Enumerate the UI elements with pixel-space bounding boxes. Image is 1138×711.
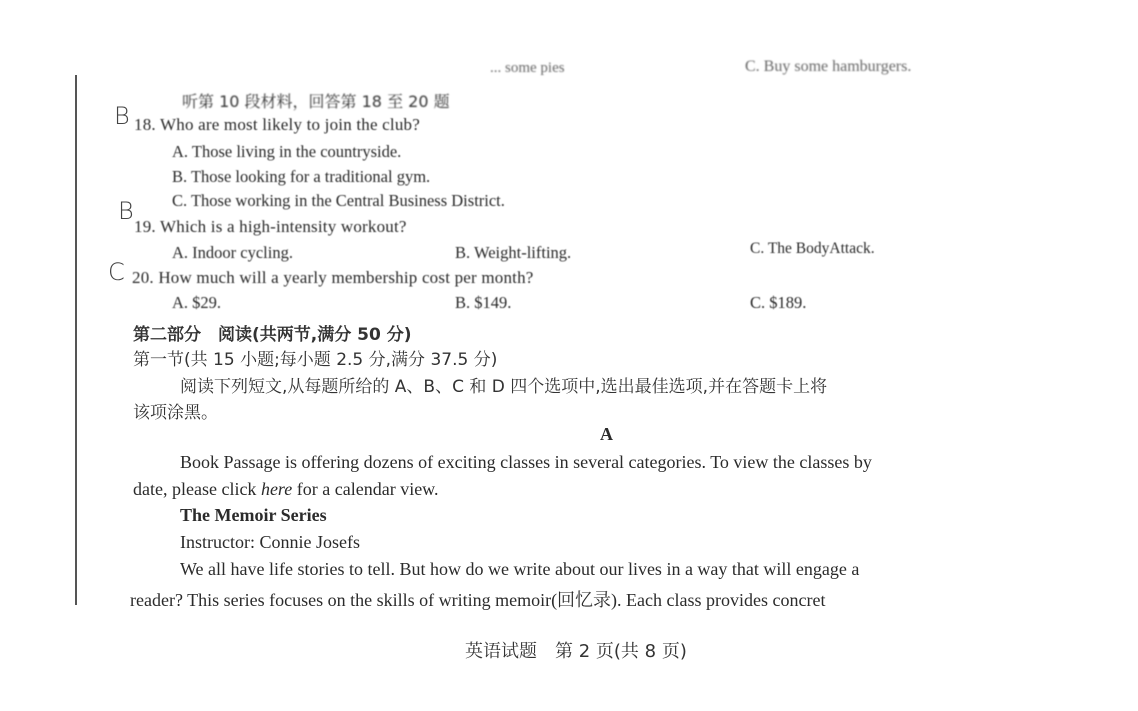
instructor-line: Instructor: Connie Josefs — [180, 532, 360, 552]
question-text: Who are most likely to join the club? — [160, 115, 420, 134]
question-number: 19. — [134, 217, 156, 236]
cutoff-option-c: C. Buy some hamburgers. — [745, 58, 912, 75]
listening-instruction: 听第 10 段材料，回答第 18 至 20 题 — [182, 92, 450, 111]
question-19 — [134, 217, 407, 237]
section-instruction-line1: 阅读下列短文,从每题所给的 A、B、C 和 D 四个选项中,选出最佳选项,并在答题卡上将 — [180, 377, 828, 397]
question-18 — [134, 115, 420, 135]
question-number: 20. — [132, 268, 154, 287]
q20-option-b: B. $149. — [455, 293, 512, 312]
handwritten-answer-19: B — [118, 197, 134, 225]
passage-body-line2: reader? This series focuses on the skills of writing memoir(回忆录). Each class provides concret — [130, 590, 826, 610]
passage-intro-line1: Book Passage is offering dozens of exciting classes in several categories. To view the classes by — [180, 452, 872, 472]
cutoff-option-fragment: ... some pies — [490, 60, 565, 76]
q18-option-c: C. Those working in the Central Business District. — [172, 191, 505, 210]
q19-option-c: C. The BodyAttack. — [750, 240, 875, 257]
handwritten-answer-18: B — [114, 102, 130, 130]
passage-body-line1: We all have life stories to tell. But how do we write about our lives in a way that will engage a — [180, 559, 860, 579]
q20-option-a: A. $29. — [172, 293, 222, 312]
section-title: 第二部分 阅读(共两节,满分 50 分) — [133, 325, 412, 345]
section-instruction-line2: 该项涂黑。 — [133, 403, 218, 423]
q18-option-a: A. Those living in the countryside. — [172, 142, 402, 161]
series-title: The Memoir Series — [180, 505, 327, 525]
passage-letter: A — [600, 424, 613, 444]
binding-margin-line — [75, 75, 77, 605]
question-20 — [132, 268, 534, 288]
question-number: 18. — [134, 115, 156, 134]
question-text: How much will a yearly membership cost per month? — [158, 268, 534, 287]
calendar-link-here: here — [260, 479, 293, 499]
handwritten-answer-20: C — [108, 258, 125, 286]
question-text: Which is a high-intensity workout? — [160, 217, 407, 236]
q18-option-b: B. Those looking for a traditional gym. — [172, 167, 431, 186]
subsection-title: 第一节(共 15 小题;每小题 2.5 分,满分 37.5 分) — [133, 350, 498, 370]
page-footer: 英语试题 第 2 页(共 8 页) — [465, 641, 687, 662]
q19-option-b: B. Weight-lifting. — [455, 243, 572, 262]
passage-intro-line2: date, please click here for a calendar view. — [133, 479, 439, 499]
q20-option-c: C. $189. — [750, 293, 807, 312]
q19-option-a: A. Indoor cycling. — [172, 243, 293, 262]
